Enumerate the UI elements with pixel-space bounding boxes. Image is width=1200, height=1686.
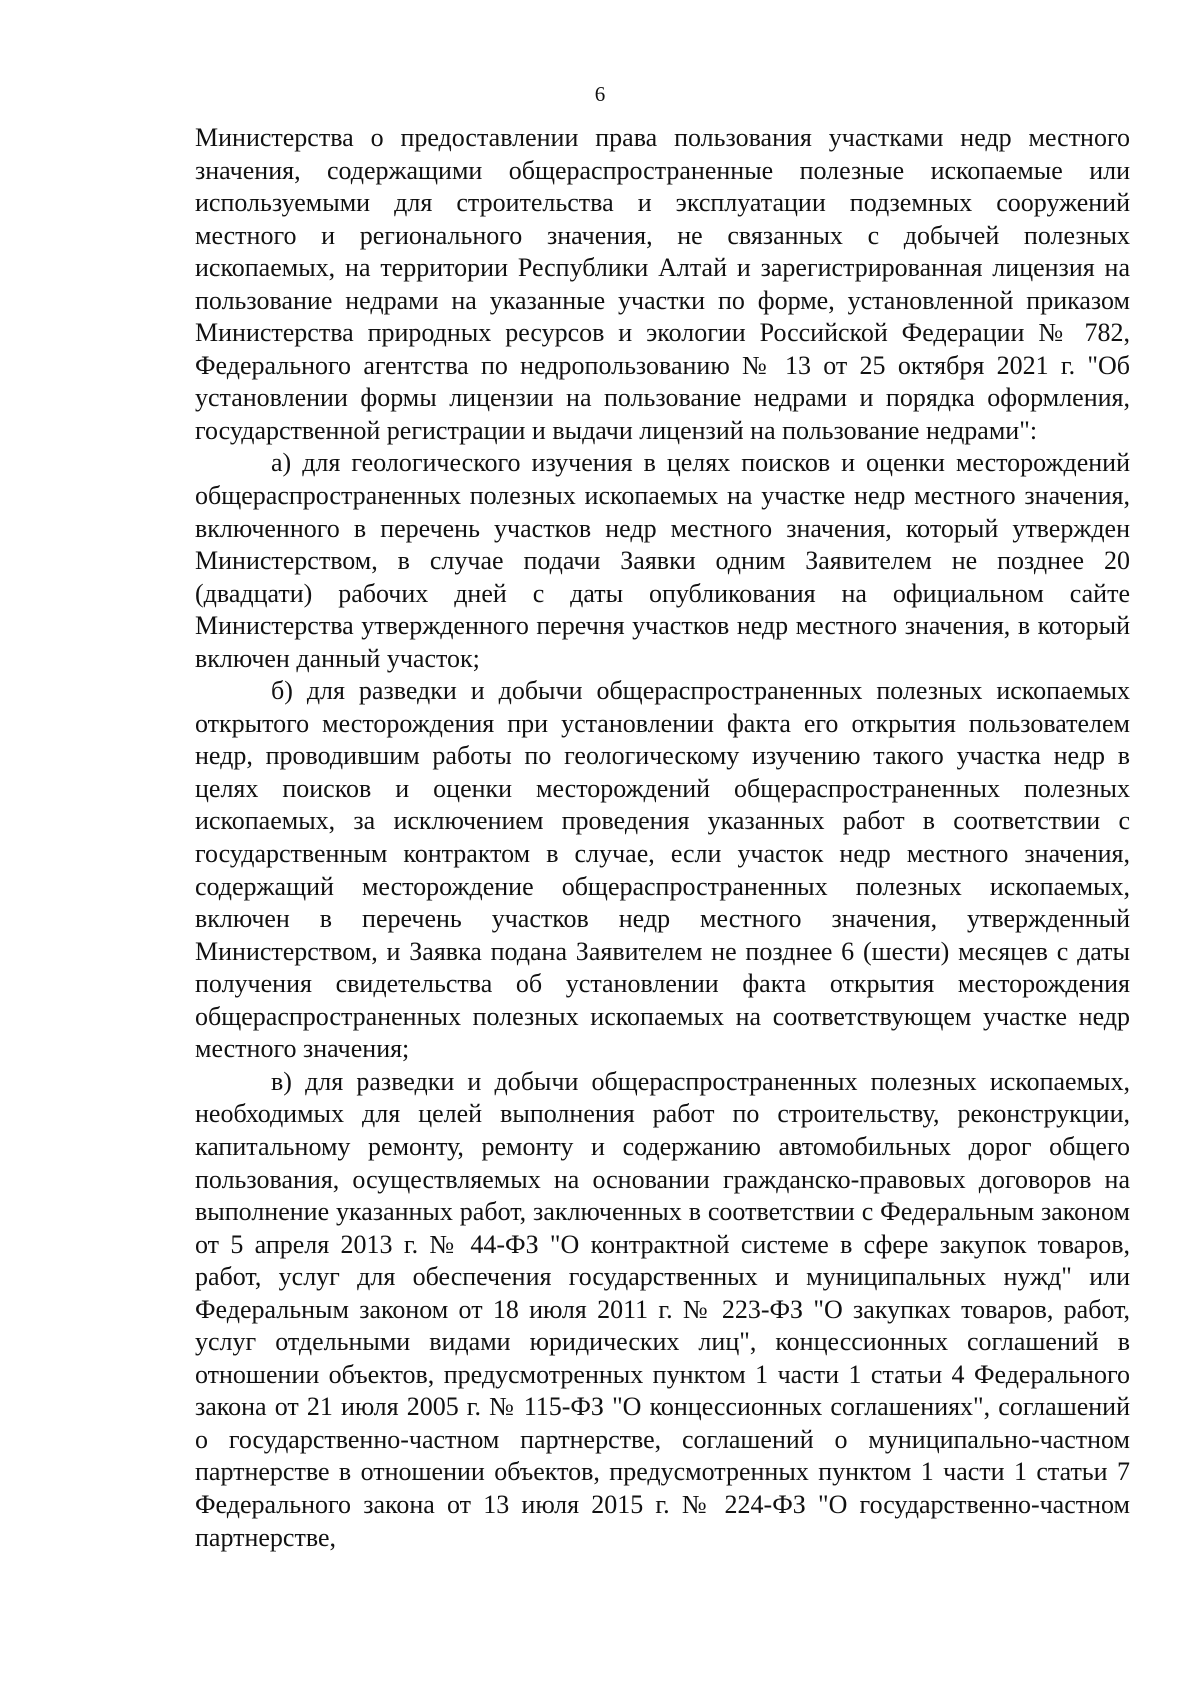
paragraph-continuation: Министерства о предоставлении права пользования участками недр местного значения, содержащими общераспространенные полезные ископаемые или используемыми для строительства и эксплуатации подземных сооружений местного и регионального значения, не связанных с добычей полезных ископаемых, на территории Республики Алтай и зарегистрированная лицензия на пользование недрами на указанные участки по форме, установленной приказом Министерства природных ресурсов и экологии Российской Федерации № 782, Федерального агентства по недропользованию № 13 от 25 октября 2021 г. "Об установлении формы лицензии на пользование недрами и порядка оформления, государственной регистрации и выдачи лицензий на пользование недрами":: [195, 123, 1130, 445]
document-body: [195, 122, 1130, 1554]
page-number: 6: [594, 82, 606, 106]
paragraph-item-b: б) для разведки и добычи общераспространенных полезных ископаемых открытого месторождения при установлении факта его открытия пользователем недр, проводившим работы по геологическому изучению такого участка недр в целях поисков и оценки месторождений общераспространенных полезных ископаемых, за исключением проведения указанных работ в соответствии с государственным контрактом в случае, если участок недр местного значения, содержащий месторождение общераспространенных полезных ископаемых, включен в перечень участков недр местного значения, утвержденный Министерством, и Заявка подана Заявителем не позднее 6 (шести) месяцев с даты получения свидетельства об установлении факта открытия месторождения общераспространенных полезных ископаемых на соответствующем участке недр местного значения;: [195, 676, 1130, 1064]
paragraph-item-a: а) для геологического изучения в целях поисков и оценки месторождений общераспространенных полезных ископаемых на участке недр местного значения, включенного в перечень участков недр местного значения, который утвержден Министерством, в случае подачи Заявки одним Заявителем не позднее 20 (двадцати) рабочих дней с даты опубликования на официальном сайте Министерства утвержденного перечня участков недр местного значения, в который включен данный участок;: [195, 448, 1130, 673]
paragraph-item-v: в) для разведки и добычи общераспространенных полезных ископаемых, необходимых для целей выполнения работ по строительству, реконструкции, капитальному ремонту, ремонту и содержанию автомобильных дорог общего пользования, осуществляемых на основании гражданско-правовых договоров на выполнение указанных работ, заключенных в соответствии с Федеральным законом от 5 апреля 2013 г. № 44-ФЗ "О контрактной системе в сфере закупок товаров, работ, услуг для обеспечения государственных и муниципальных нужд" или Федеральным законом от 18 июля 2011 г. № 223-ФЗ "О закупках товаров, работ, услуг отдельными видами юридических лиц", концессионных соглашений в отношении объектов, предусмотренных пунктом 1 части 1 статьи 4 Федерального закона от 21 июля 2005 г. № 115-ФЗ "О концессионных соглашениях", соглашений о государственно-частном партнерстве, соглашений о муниципально-частном партнерстве в отношении объектов, предусмотренных пунктом 1 части 1 статьи 7 Федерального закона от 13 июля 2015 г. № 224-ФЗ "О государственно-частном партнерстве,: [195, 1066, 1130, 1552]
